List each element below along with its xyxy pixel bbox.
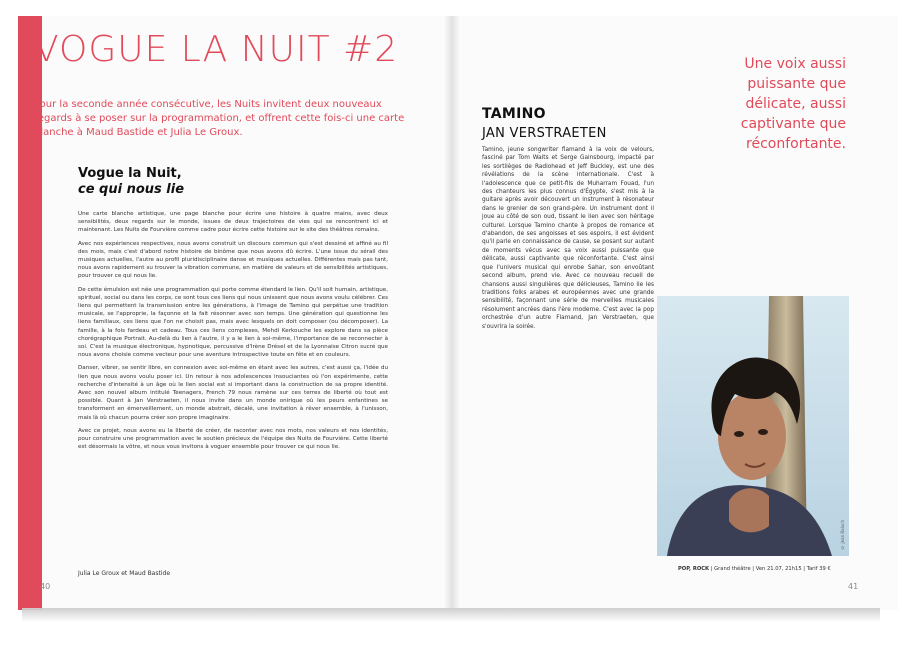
artist-subtitle: JAN VERSTRAETEN — [482, 126, 607, 141]
lead-paragraph: Pour la seconde année consécutive, les Nuits invitent deux nouveaux regards à se poser sur la programmation, et offrent cette fois-ci une carte blanche à Maud Bastide et Julia Le Groux. — [34, 99, 405, 138]
right-body-column — [482, 146, 654, 336]
body-paragraph: De cette émulsion est née une programmation qui porte comme étendard le lien. Qu'il soit humain, artistique, spirituel, social ou dans les corps, ce sont tous ces liens qui nous unissent que nous avons voulu célébrer. Ces liens qui permettent la transmission entre les générations, à l'image de Tamino qui perpétue une tradition musicale, se l'approprie, la façonne et la fait résonner avec son temps. Une génération qui questionne les liens familiaux, ces liens que l'on ne choisit pas, mais avec lesquels on doit composer (ou décomposer). La famille, à la fois fardeau et cadeau. Tous ces liens complexes, Mehdi Kerkouche les explore dans sa pièce chorégraphique Portrait. Au-delà du lien à l'autre, il y a le lien à soi-même, l'importance de se reconnecter à soi. C'est la musique électronique, hypnotique, percussive d'Irène Drésel et de la Lyonnaise Citron sucré que nous avons choisie comme vecteur pour une aventure introspective toute en fête et en couleurs. — [78, 286, 388, 359]
event-price: Tarif 39 € — [806, 566, 831, 572]
body-paragraph: Une carte blanche artistique, une page blanche pour écrire une histoire à quatre mains, avec deux sensibilités, deux regards sur le monde, issues de deux trajectoires de vies qui se rencontrent ici et maintenant. Les Nuits de Fourvière comme cadre pour écrire cette histoire sur le site des théâtres romains. — [78, 211, 388, 234]
left-body-column — [78, 210, 388, 456]
event-info — [678, 566, 831, 572]
pull-quote: Une voix aussi puissante que délicate, aussi captivante que réconfortante. — [740, 56, 846, 152]
body-paragraph: Danser, vibrer, se sentir libre, en connexion avec soi-même en étant avec les autres, c'est aussi ça, l'idée du lien que nous avons voulu poser ici. Un retour à nos adolescences insouciantes où l'on expérimente, cette recherche d'intensité à un âge où le lien social est si important dans la construction de sa propre identité. Avec son nouvel album intitulé Teenagers, French 79 nous ramène sur ces terres de liberté où tout est possible. Quant à Jan Verstraeten, il nous invite dans un monde onirique où les peurs enfantines se transforment en émerveillement, un monde abstrait, décalé, une invitation à rêver ensemble, à l'unisson, mais là où chacun pourra créer son propre imaginaire. — [78, 365, 388, 421]
event-date: Ven 21.07, 21h15 — [755, 566, 802, 572]
artist-photo — [657, 296, 849, 556]
body-paragraph: Tamino, jeune songwriter flamand à la voix de velours, fasciné par Tom Waits et Serge Gainsbourg, impacté par les sortilèges de Radiohead et Jeff Buckley, est une des révélations de la scène internationale. C'est à l'adolescence que ce petit-fils de Muharram Fouad, l'un des chanteurs les plus connus d'Égypte, s'est mis à la guitare après avoir découvert un instrument à résonateur dans le grenier de son grand-père. Un instrument dont il joue au côté de son oud, tissant le lien avec son héritage culturel. Lorsque Tamino chante à propos de romance et d'abandon, de ses angoisses et ses espoirs, il est évident qu'il parle en connaissance de cause, se posant sur autant de moments vécus avec sa voix aussi puissante que délicate, aussi captivante que réconfortante. C'est ainsi que l'univers musical qui enrobe Sahar, son envoûtant second album, prend vie. Avec ce nouveau recueil de chansons aussi singulières que délicieuses, Tamino lie les traditions folks arabes et européennes avec une grande sensibilité, façonnant une série de merveilles musicales résolument ancrées dans l'ère moderne. C'est avec la pop orchestrée d'un autre Flamand, Jan Verstraeten, que s'ouvrira la soirée. — [482, 147, 654, 330]
section-heading-line2: ce qui nous lie — [78, 182, 185, 197]
artist-photo-illustration — [657, 296, 849, 556]
event-genre: POP, ROCK — [678, 566, 710, 572]
signature: Julia Le Groux et Maud Bastide — [78, 570, 171, 577]
page-title: VOGUE LA NUIT #2 — [34, 29, 399, 70]
divider: | — [803, 566, 807, 572]
page-number-left: 40 — [40, 582, 51, 591]
artist-title: TAMINO — [482, 106, 546, 122]
section-heading-line1: Vogue la Nuit, — [78, 166, 182, 181]
spread-shadow — [22, 608, 880, 622]
divider: | — [752, 566, 756, 572]
event-venue: Grand théâtre — [714, 566, 751, 572]
body-paragraph: Avec ce projet, nous avons eu la liberté de créer, de raconter avec nos mots, nos valeurs et nos identités, pour construire une programmation avec le soutien précieux de l'équipe des Nuits de Fourvière. Cette liberté est désormais la vôtre, et nous vous invitons à voguer ensemble pour trouver ce qui nous lie. — [78, 427, 388, 451]
page-number-right: 41 — [848, 582, 859, 591]
page-gutter — [444, 16, 460, 610]
section-heading — [78, 166, 184, 198]
photo-credit: © Jean Baluch — [840, 520, 845, 550]
divider: | — [710, 566, 715, 572]
body-paragraph: Avec nos expériences respectives, nous avons construit un discours commun qui s'est dessiné et affiné au fil des mois, mais c'est d'abord notre histoire de binôme que nous avons dû écrire. L'une issue du sérail des musiques actuelles, l'autre au profil pluridisciplinaire danse et musiques actuelles. Différentes mais pas tant, nous avons rapidement su trouver la vibration commune, en matière de valeurs et de sensibilités artistiques, pour trouver ce qui nous lie. — [78, 240, 388, 280]
